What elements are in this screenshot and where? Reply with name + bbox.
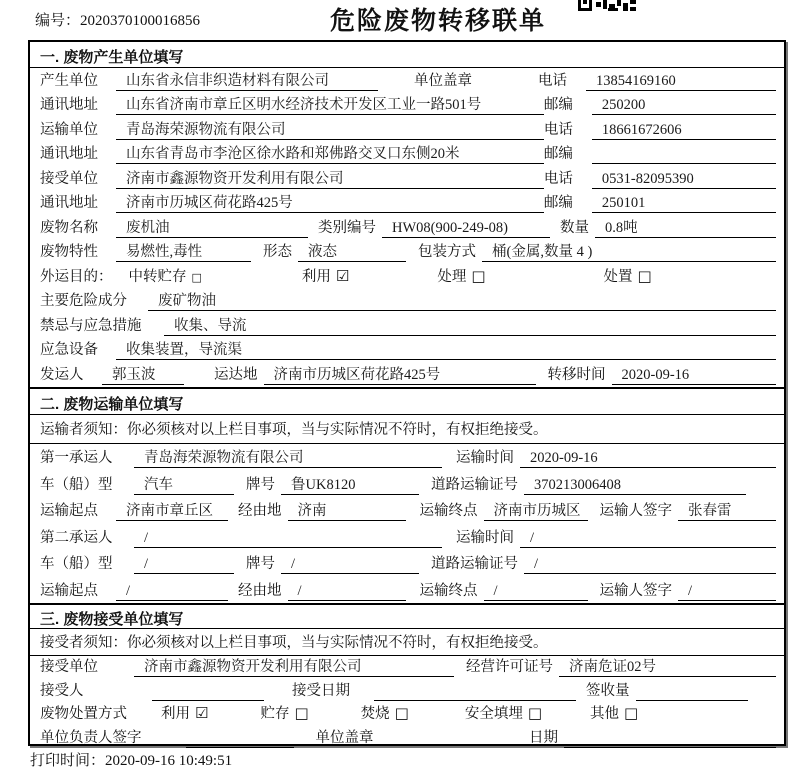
manifest-form bbox=[28, 40, 786, 746]
acceptor-label: 接受人 bbox=[40, 682, 84, 699]
addr3-label: 通讯地址 bbox=[40, 195, 98, 211]
checkbox-unchecked-icon: □ bbox=[191, 270, 202, 284]
addr2-value: 山东省青岛市李沧区徐水路和郑佛路交叉口东侧20米 bbox=[116, 145, 544, 164]
manager-sign-label: 单位负责人签字 bbox=[40, 729, 142, 746]
print-time-line bbox=[30, 749, 232, 768]
row-transporter bbox=[30, 117, 784, 142]
receiver-label: 接受单位 bbox=[40, 170, 98, 187]
option-label: 利用 bbox=[301, 268, 331, 285]
plate2-label: 牌号 bbox=[246, 556, 275, 572]
signed-amount-label: 签收量 bbox=[586, 682, 630, 699]
package-label: 包装方式 bbox=[418, 244, 476, 260]
row-accepting-unit bbox=[30, 656, 784, 680]
receiving-unit-value: 济南市鑫源物资开发利用有限公司 bbox=[134, 658, 454, 677]
manager-sign-value bbox=[186, 729, 294, 748]
end1-label: 运输终点 bbox=[419, 503, 478, 519]
carrier1-value: 青岛海荣源物流有限公司 bbox=[134, 449, 442, 468]
vehicle1-label: 车（船）型 bbox=[40, 476, 113, 493]
zip1-value: 250200 bbox=[592, 96, 776, 115]
equipment-label: 应急设备 bbox=[40, 342, 98, 358]
transporter-notice: 运输者须知：你必须核对以上栏目事项，当与实际情况不符时，有权拒绝接受。 bbox=[30, 415, 784, 444]
print-time-value: 2020-09-16 10:49:51 bbox=[105, 753, 233, 768]
row-waste-name bbox=[30, 215, 784, 240]
via2-value: / bbox=[288, 582, 406, 601]
disposal-option-incinerate bbox=[361, 704, 409, 724]
checkbox-checked-icon: ☑ bbox=[195, 704, 209, 722]
row-hazard-component bbox=[30, 289, 784, 314]
start1-label: 运输起点 bbox=[40, 503, 98, 519]
disposal-option-utilize bbox=[161, 704, 208, 724]
transfer-time-label: 转移时间 bbox=[547, 366, 606, 383]
road-permit1-value: 370213006408 bbox=[524, 476, 746, 495]
row-first-route bbox=[30, 497, 784, 524]
vehicle2-value: / bbox=[134, 555, 234, 574]
checkbox-unchecked-icon: □ bbox=[394, 704, 409, 722]
purpose-option-utilize bbox=[302, 267, 349, 287]
sign1-label: 运输人签字 bbox=[599, 503, 672, 519]
carrier2-label: 第二承运人 bbox=[40, 529, 113, 546]
section-receiver bbox=[30, 603, 784, 750]
equipment-value: 收集装置，导流渠 bbox=[116, 341, 776, 360]
hazard-label: 主要危险成分 bbox=[40, 293, 127, 309]
plate1-label: 牌号 bbox=[246, 476, 275, 493]
row-producer-address bbox=[30, 93, 784, 118]
page-title: 危险废物转移联单 bbox=[330, 7, 547, 35]
time1-label: 运输时间 bbox=[456, 450, 514, 466]
print-time-label: 打印时间： bbox=[30, 753, 106, 768]
row-transfer-purpose bbox=[30, 264, 784, 289]
phone3-value: 0531-82095390 bbox=[592, 170, 776, 189]
start2-value: / bbox=[116, 582, 228, 601]
sign1-value: 张春雷 bbox=[678, 502, 776, 521]
start2-label: 运输起点 bbox=[40, 582, 98, 599]
end1-value: 济南市历城区 bbox=[484, 502, 588, 521]
license-label: 经营许可证号 bbox=[466, 659, 553, 675]
row-second-vehicle bbox=[30, 550, 784, 577]
plate1-value: 鲁UK8120 bbox=[281, 476, 419, 495]
row-disposal-method bbox=[30, 703, 784, 727]
phone1-label: 电话 bbox=[538, 72, 567, 89]
waste-name-label: 废物名称 bbox=[40, 219, 98, 236]
shipper-value: 郭玉波 bbox=[102, 366, 184, 385]
form-label: 形态 bbox=[263, 244, 292, 260]
vehicle2-label: 车（船）型 bbox=[40, 556, 113, 572]
phone2-value: 18661672606 bbox=[592, 121, 776, 140]
purpose-option-transit-storage bbox=[129, 268, 202, 287]
purpose-option-dispose bbox=[604, 267, 652, 287]
transporter-value: 青岛海荣源物流有限公司 bbox=[116, 121, 544, 140]
producer-label: 产生单位 bbox=[40, 72, 98, 89]
signed-amount-value bbox=[636, 682, 749, 701]
checkbox-unchecked-icon: □ bbox=[624, 704, 639, 722]
end2-value: / bbox=[484, 582, 588, 601]
character-label: 废物特性 bbox=[40, 244, 98, 260]
vehicle1-value: 汽车 bbox=[134, 476, 234, 495]
hazard-value: 废矿物油 bbox=[148, 292, 776, 311]
destination-value: 济南市历城区荷花路425号 bbox=[264, 366, 536, 385]
purpose-label: 外运目的： bbox=[40, 268, 113, 285]
destination-label: 运达地 bbox=[214, 366, 258, 383]
character-value: 易燃性,毒性 bbox=[116, 243, 251, 262]
time2-value: / bbox=[520, 529, 776, 548]
via1-value: 济南 bbox=[288, 502, 406, 521]
time1-value: 2020-09-16 bbox=[520, 449, 776, 468]
receiver-value: 济南市鑫源物资开发利用有限公司 bbox=[116, 170, 544, 189]
serial-number-line bbox=[35, 9, 200, 30]
road-permit2-value: / bbox=[524, 555, 776, 574]
addr3-value: 济南市历城区荷花路425号 bbox=[116, 194, 544, 213]
disposal-option-other bbox=[590, 704, 638, 724]
serial-label: 编号： bbox=[35, 13, 81, 29]
date2-value bbox=[564, 729, 776, 748]
row-first-vehicle bbox=[30, 470, 784, 497]
phone1-value: 13854169160 bbox=[586, 72, 776, 91]
sign2-label: 运输人签字 bbox=[599, 582, 672, 599]
option-label: 利用 bbox=[161, 706, 190, 722]
receiving-unit-label: 接受单位 bbox=[40, 659, 98, 675]
section2-header: 二. 废物运输单位填写 bbox=[30, 389, 784, 415]
taboo-label: 禁忌与应急措施 bbox=[40, 317, 142, 334]
sign2-value: / bbox=[678, 582, 776, 601]
row-acceptor bbox=[30, 679, 784, 703]
row-producer bbox=[30, 68, 784, 93]
checkbox-unchecked-icon: □ bbox=[294, 704, 309, 722]
serial-value: 2020370100016856 bbox=[80, 13, 201, 29]
qty-label: 数量 bbox=[560, 219, 589, 236]
option-label: 安全填埋 bbox=[464, 706, 523, 722]
qr-code-fragment-icon bbox=[578, 0, 636, 13]
date2-label: 日期 bbox=[529, 729, 558, 746]
carrier1-label: 第一承运人 bbox=[40, 450, 113, 466]
transfer-time-value: 2020-09-16 bbox=[612, 366, 777, 385]
zip2-value bbox=[592, 145, 776, 164]
accept-date-value bbox=[374, 682, 576, 701]
disposal-label: 废物处置方式 bbox=[40, 706, 127, 722]
option-label: 处理 bbox=[437, 268, 467, 285]
unit-seal2-label: 单位盖章 bbox=[315, 729, 374, 746]
row-second-route bbox=[30, 576, 784, 603]
phone3-label: 电话 bbox=[543, 170, 573, 187]
option-label: 焚烧 bbox=[360, 706, 390, 722]
receiver-notice: 接受者须知：你必须核对以上栏目事项，当与实际情况不符时，有权拒绝接受。 bbox=[30, 629, 784, 656]
section-producer bbox=[30, 42, 784, 387]
row-second-carrier bbox=[30, 523, 784, 550]
zip3-value: 250101 bbox=[592, 194, 776, 213]
checkbox-checked-icon: ☑ bbox=[335, 266, 350, 285]
transporter-label: 运输单位 bbox=[40, 121, 98, 138]
zip2-label: 邮编 bbox=[543, 146, 573, 162]
row-manager-signature bbox=[30, 726, 784, 750]
acceptor-value bbox=[152, 682, 264, 701]
phone2-label: 电话 bbox=[543, 121, 573, 138]
row-shipper bbox=[30, 362, 784, 387]
row-taboo-measures bbox=[30, 313, 784, 338]
disposal-option-landfill bbox=[465, 704, 542, 724]
via2-label: 经由地 bbox=[238, 582, 282, 599]
code-value: HW08(900-249-08) bbox=[382, 219, 550, 238]
road-permit1-label: 道路运输证号 bbox=[431, 476, 518, 493]
waste-name-value: 废机油 bbox=[116, 219, 308, 238]
producer-value: 山东省永信非织造材料有限公司 bbox=[116, 72, 378, 91]
row-first-carrier bbox=[30, 444, 784, 471]
option-label: 其他 bbox=[590, 706, 620, 722]
addr2-label: 通讯地址 bbox=[40, 146, 98, 162]
checkbox-unchecked-icon: □ bbox=[527, 704, 543, 722]
license-value: 济南危证02号 bbox=[559, 658, 776, 677]
row-transporter-address bbox=[30, 142, 784, 167]
row-receiver bbox=[30, 166, 784, 191]
row-waste-character bbox=[30, 240, 784, 265]
form-value: 液态 bbox=[298, 243, 406, 262]
road-permit2-label: 道路运输证号 bbox=[431, 556, 518, 572]
purpose-option-treat bbox=[437, 267, 485, 287]
option-label: 贮存 bbox=[260, 706, 290, 722]
qty-value: 0.8吨 bbox=[595, 219, 776, 238]
addr1-value: 山东省济南市章丘区明水经济技术开发区工业一路501号 bbox=[116, 96, 544, 115]
disposal-option-storage bbox=[260, 704, 308, 724]
row-emergency-equipment bbox=[30, 338, 784, 363]
time2-label: 运输时间 bbox=[456, 529, 514, 546]
section3-header: 三. 废物接受单位填写 bbox=[30, 605, 784, 629]
shipper-label: 发运人 bbox=[40, 366, 84, 383]
code-label: 类别编号 bbox=[318, 219, 376, 236]
checkbox-unchecked-icon: □ bbox=[637, 266, 652, 285]
accept-date-label: 接受日期 bbox=[292, 682, 350, 699]
section-transporter bbox=[30, 387, 784, 603]
via1-label: 经由地 bbox=[238, 503, 282, 519]
end2-label: 运输终点 bbox=[419, 582, 478, 599]
option-label: 处置 bbox=[603, 268, 633, 285]
addr1-label: 通讯地址 bbox=[40, 97, 98, 113]
zip1-label: 邮编 bbox=[543, 97, 573, 113]
zip3-label: 邮编 bbox=[543, 195, 573, 211]
plate2-value: / bbox=[281, 555, 419, 574]
carrier2-value: / bbox=[134, 529, 442, 548]
package-value: 桶(金属,数量 4 ) bbox=[482, 243, 776, 262]
option-label: 中转贮存 bbox=[128, 268, 187, 285]
checkbox-unchecked-icon: □ bbox=[471, 266, 486, 285]
unit-seal-label: 单位盖章 bbox=[414, 72, 472, 89]
section1-header: 一. 废物产生单位填写 bbox=[30, 42, 784, 68]
start1-value: 济南市章丘区 bbox=[116, 502, 228, 521]
taboo-value: 收集、导流 bbox=[164, 317, 776, 336]
row-receiver-address bbox=[30, 191, 784, 216]
